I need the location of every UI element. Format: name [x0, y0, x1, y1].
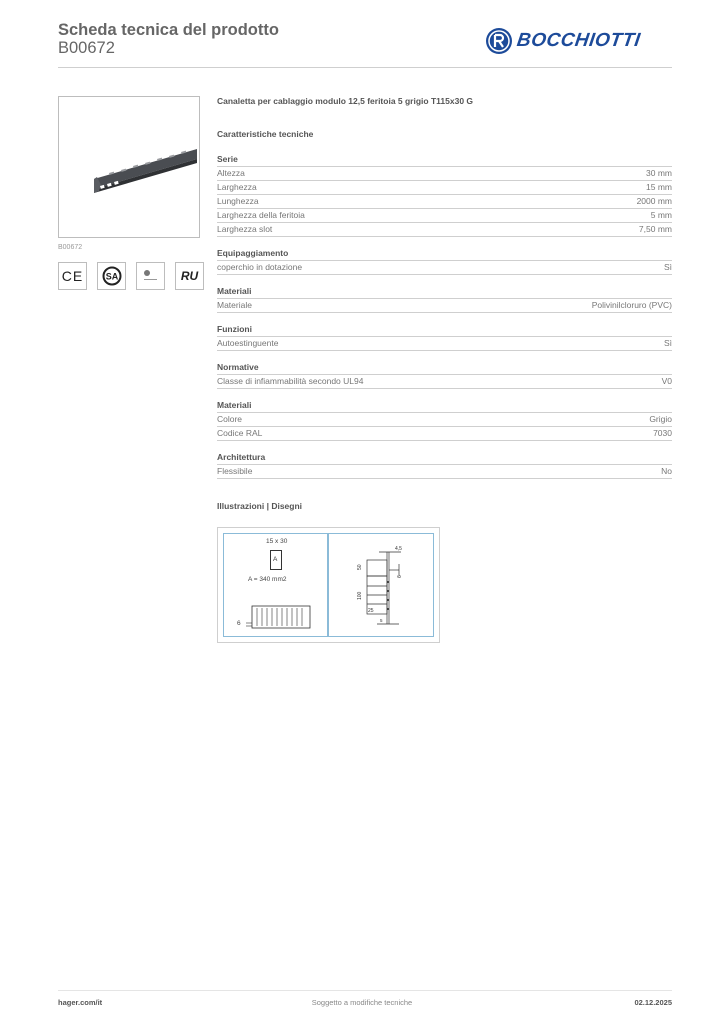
brand-name: BOCCHIOTTI — [515, 30, 642, 51]
spec-row: Autoestinguente Sì — [217, 337, 672, 351]
spec-group-equipaggiamento — [217, 248, 672, 275]
group-title: Normative — [217, 362, 672, 375]
cable-duct-illustration — [59, 97, 199, 237]
svg-text:5: 5 — [380, 618, 383, 623]
group-title: Serie — [217, 154, 672, 167]
svg-text:50: 50 — [357, 564, 363, 570]
duct-side-view — [244, 604, 314, 632]
certification-marks — [58, 262, 204, 290]
spec-group-serie — [217, 154, 672, 237]
spec-row: Materiale Polivinilcloruro (PVC) — [217, 299, 672, 313]
technical-drawings — [217, 527, 440, 643]
imq-mark-icon — [136, 262, 165, 290]
spec-row: Larghezza 15 mm — [217, 181, 672, 195]
svg-text:6: 6 — [397, 575, 403, 578]
group-title: Materiali — [217, 400, 672, 413]
spec-row: coperchio in dotazione Sì — [217, 261, 672, 275]
spec-group-normative — [217, 362, 672, 389]
spec-row: Larghezza slot 7,50 mm — [217, 223, 672, 237]
duct-section-shape: A — [270, 550, 282, 570]
group-title: Materiali — [217, 286, 672, 299]
svg-text:4,5: 4,5 — [395, 546, 402, 552]
spec-group-materiali — [217, 286, 672, 313]
spec-group-funzioni — [217, 324, 672, 351]
tech-section-title: Caratteristiche tecniche — [217, 129, 314, 139]
mounting-diagram — [349, 542, 419, 632]
group-title: Equipaggiamento — [217, 248, 672, 261]
image-caption: B00672 — [58, 244, 83, 251]
footer-divider — [58, 990, 672, 991]
ce-mark-icon: CE — [58, 262, 87, 290]
group-title: Funzioni — [217, 324, 672, 337]
spec-row: Altezza 30 mm — [217, 167, 672, 181]
product-image — [58, 96, 200, 238]
cross-section-drawing: 15 x 30 A A = 340 mm2 6 — [223, 533, 328, 637]
footer-date: 02.12.2025 — [634, 998, 672, 1007]
svg-text:SA: SA — [105, 271, 118, 282]
spec-group-architettura — [217, 452, 672, 479]
product-code: B00672 — [58, 39, 115, 57]
spec-row: Codice RAL 7030 — [217, 427, 672, 441]
brand-logo-icon — [486, 28, 512, 54]
illustrations-title: Illustrazioni | Disegni — [217, 501, 303, 511]
page-title: Scheda tecnica del prodotto — [58, 21, 279, 39]
spec-content — [217, 96, 672, 511]
spec-row: Classe di infiammabilità secondo UL94 V0 — [217, 375, 672, 389]
spec-row: Flessibile No — [217, 465, 672, 479]
footer-notice: Soggetto a modifiche tecniche — [311, 998, 413, 1007]
csa-mark-icon — [97, 262, 126, 290]
ul-recognized-mark-icon: RU — [175, 262, 204, 290]
spec-row: Lunghezza 2000 mm — [217, 195, 672, 209]
spec-group-materiali-colore — [217, 400, 672, 441]
spec-row: Colore Grigio — [217, 413, 672, 427]
header-divider — [58, 67, 672, 68]
footer-website: hager.com/it — [58, 998, 103, 1007]
group-title: Architettura — [217, 452, 672, 465]
spec-row: Larghezza della feritoia 5 mm — [217, 209, 672, 223]
brand-logo — [486, 28, 640, 54]
svg-text:25: 25 — [368, 608, 374, 614]
svg-text:100: 100 — [357, 591, 363, 600]
product-title: Canaletta per cablaggio modulo 12,5 feritoia 5 grigio T115x30 G — [217, 96, 474, 106]
mounting-dimensions-drawing — [328, 533, 434, 637]
